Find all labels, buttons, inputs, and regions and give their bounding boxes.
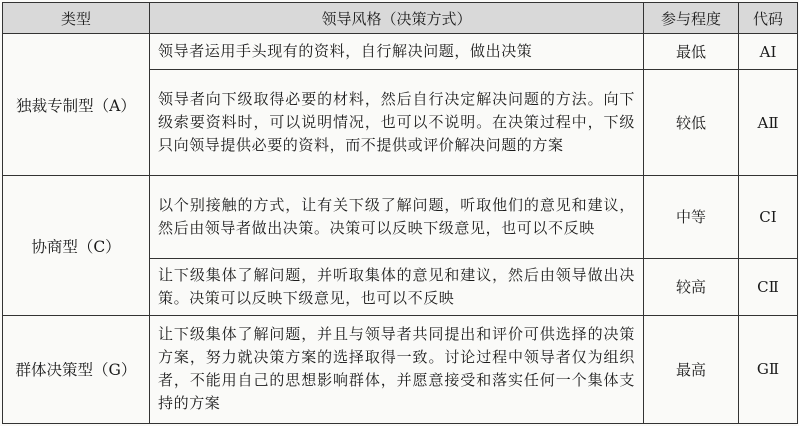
table-row	[3, 34, 798, 70]
header-code: 代码	[739, 3, 798, 34]
table-row	[3, 176, 798, 258]
code-cell: CⅠ	[739, 176, 798, 258]
leadership-style-table	[2, 2, 798, 424]
code-cell: AⅠ	[739, 34, 798, 70]
style-cell: 让下级集体了解问题，并且与领导者共同提出和评价可供选择的决策方案，努力就决策方案的选择取得一致。讨论过程中领导者仅为组织者，不能用自己的思想影响群体，并愿意接受和落实任何一个集体支持的方案	[150, 315, 644, 423]
level-cell: 最高	[644, 315, 739, 423]
table-row	[3, 315, 798, 423]
style-cell: 领导者向下级取得必要的材料，然后自行决定解决问题的方法。向下级索要资料时，可以说明情况，也可以不说明。在决策过程中，下级只向领导提供必要的资料，而不提供或评价解决问题的方案	[150, 70, 644, 176]
style-cell: 领导者运用手头现有的资料，自行解决问题，做出决策	[150, 34, 644, 70]
code-cell: AⅡ	[739, 70, 798, 176]
level-cell: 最低	[644, 34, 739, 70]
type-cell-group: 群体决策型（G）	[3, 315, 150, 423]
code-cell: CⅡ	[739, 258, 798, 315]
header-style: 领导风格（决策方式）	[150, 3, 644, 34]
header-row	[3, 3, 798, 34]
code-cell: GⅡ	[739, 315, 798, 423]
style-cell: 以个别接触的方式，让有关下级了解问题，听取他们的意见和建议，然后由领导者做出决策。决策可以反映下级意见，也可以不反映	[150, 176, 644, 258]
header-level: 参与程度	[644, 3, 739, 34]
level-cell: 中等	[644, 176, 739, 258]
level-cell: 较低	[644, 70, 739, 176]
level-cell: 较高	[644, 258, 739, 315]
type-cell-consultative: 协商型（C）	[3, 176, 150, 315]
style-cell: 让下级集体了解问题，并听取集体的意见和建议，然后由领导做出决策。决策可以反映下级意见，也可以不反映	[150, 258, 644, 315]
type-cell-autocratic: 独裁专制型（A）	[3, 34, 150, 176]
header-type: 类型	[3, 3, 150, 34]
